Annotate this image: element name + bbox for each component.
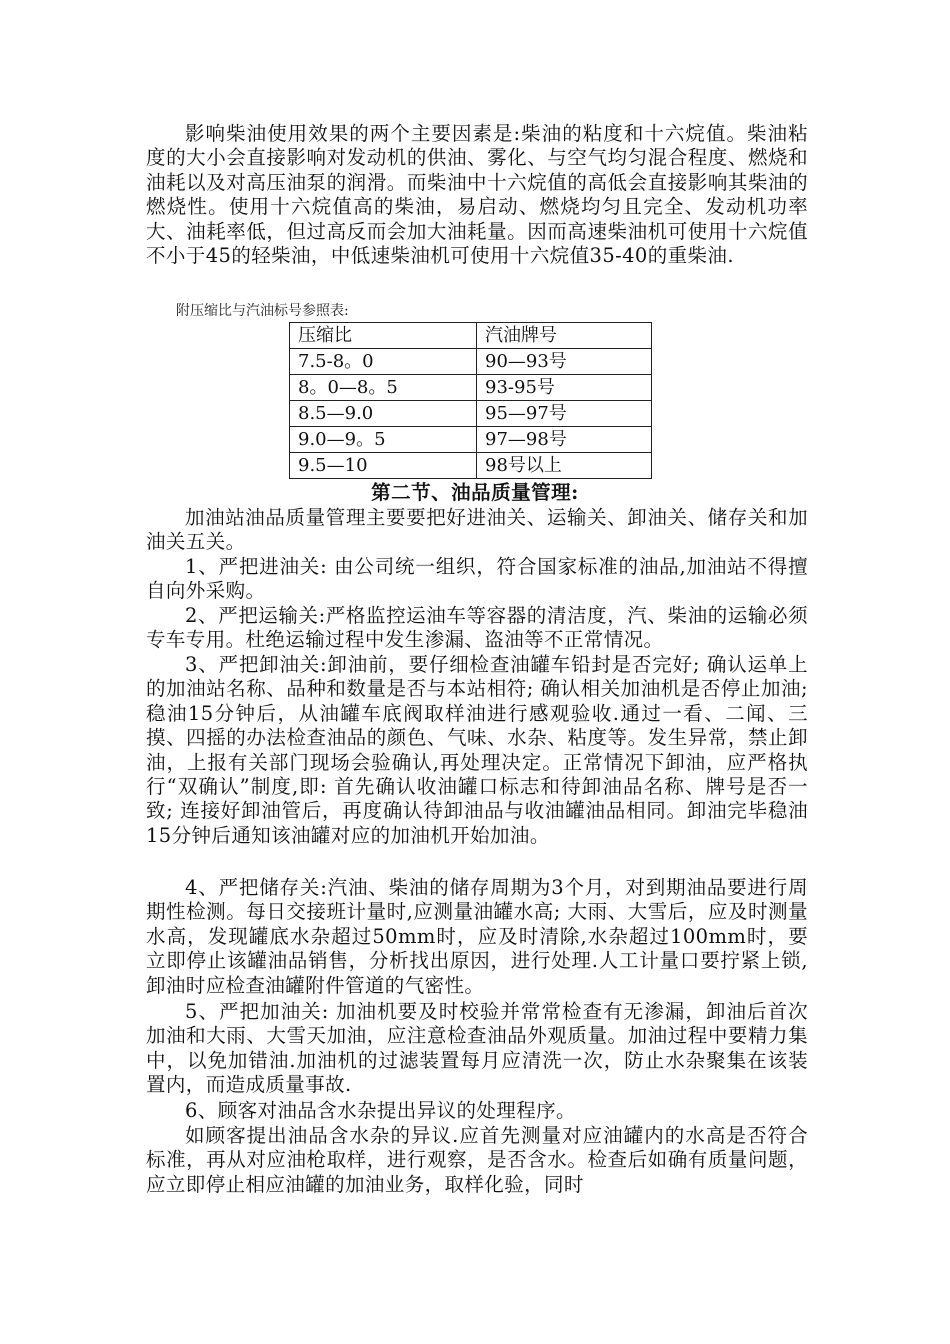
- unloading-paragraph: 3、严把卸油关:卸油前，要仔细检查油罐车铅封是否完好; 确认运单上的加油站名称、品种和数量是否与本站相符; 确认相关加油机是否停止加油;稳油15分钟后，从油罐车底阀取样油进行感观验收.通过一看、二闻、三摸、四摇的办法检查油品的颜色、气味、水杂、粘度等。发生异常，禁止卸油，上报有关部门现场会验确认,再处理决定。正常情况下卸油，应严格执行“双确认”制度,即: 首先确认收油罐口标志和待卸油品名称、牌号是否一致; 连接好卸油管后，再度确认待卸油品与收油罐油品相同。卸油完毕稳油15分钟后通知该油罐对应的加油机开始加油。: [146, 653, 808, 847]
- refueling-paragraph: 5、严把加油关: 加油机要及时校验并常常检查有无渗漏，卸油后首次加油和大雨、大雪天加油，应注意检查油品外观质量。加油过程中要精力集中，以免加错油.加油机的过滤装置每月应清洗一次，防止水杂聚集在该装置内，而造成质量事故.: [146, 1000, 808, 1097]
- table-cell: 95—97号: [477, 401, 652, 427]
- table-cell: 98号以上: [477, 453, 652, 479]
- table-row: [290, 453, 652, 479]
- section-heading: 第二节、油品质量管理:: [371, 481, 579, 504]
- table-row: [290, 349, 652, 375]
- intro-paragraph: 影响柴油使用效果的两个主要因素是:柴油的粘度和十六烷值。柴油粘度的大小会直接影响对发动机的供油、雾化、与空气均匀混合程度、燃烧和油耗以及对高压油泵的润滑。而柴油中十六烷值的高低会直接影响其柴油的燃烧性。使用十六烷值高的柴油，易启动、燃烧均匀且完全、发动机功率大、油耗率低，但过高反而会加大油耗量。因而高速柴油机可使用十六烷值不小于45的轻柴油，中低速柴油机可使用十六烷值35-40的重柴油.: [146, 122, 808, 268]
- intake-paragraph: 1、严把进油关: 由公司统一组织，符合国家标准的油品,加油站不得擅自向外采购。: [146, 555, 808, 603]
- table-caption: 附压缩比与汽油标号参照表:: [176, 303, 349, 319]
- table-row: [290, 427, 652, 453]
- overview-paragraph: 加油站油品质量管理主要要把好进油关、运输关、卸油关、储存关和加油关五关。: [146, 506, 808, 554]
- storage-paragraph: 4、严把储存关:汽油、柴油的储存周期为3个月，对到期油品要进行周期性检测。每日交接班计量时,应测量油罐水高; 大雨、大雪后，应及时测量水高，发现罐底水杂超过50mm时，应及时清除,水杂超过100mm时，要立即停止该罐油品销售，分析找出原因，进行处理.人工计量口要拧紧上锁,卸油时应检查油罐附件管道的气密性。: [146, 876, 808, 997]
- table-header-cell: 汽油牌号: [477, 323, 652, 349]
- table-cell: 8.5—9.0: [290, 401, 477, 427]
- table-cell: 9.5—10: [290, 453, 477, 479]
- table-cell: 97—98号: [477, 427, 652, 453]
- table-header-cell: 压缩比: [290, 323, 477, 349]
- table-cell: 9.0—9。5: [290, 427, 477, 453]
- table-cell: 90—93号: [477, 349, 652, 375]
- table-header-row: [290, 323, 652, 349]
- complaint-title-paragraph: 6、顾客对油品含水杂提出异议的处理程序。: [185, 1099, 576, 1122]
- complaint-procedure-paragraph: 如顾客提出油品含水杂的异议.应首先测量对应油罐内的水高是否符合标准，再从对应油枪取样，进行观察，是否含水。检查后如确有质量问题，应立即停止相应油罐的加油业务，取样化验，同时: [146, 1124, 808, 1196]
- table-cell: 93-95号: [477, 375, 652, 401]
- table-cell: 8。0—8。5: [290, 375, 477, 401]
- transport-paragraph: 2、严把运输关:严格监控运油车等容器的清洁度，汽、柴油的运输必须专车专用。杜绝运输过程中发生渗漏、盗油等不正常情况。: [146, 604, 808, 652]
- table-row: [290, 375, 652, 401]
- table-cell: 7.5-8。0: [290, 349, 477, 375]
- table-row: [290, 401, 652, 427]
- compression-ratio-table: [289, 322, 652, 479]
